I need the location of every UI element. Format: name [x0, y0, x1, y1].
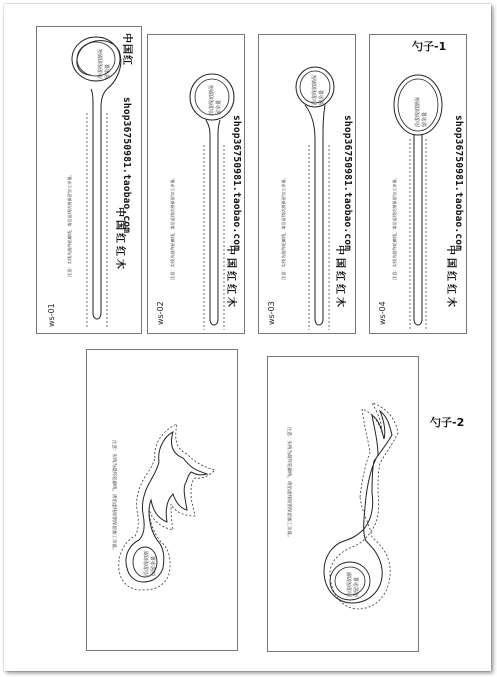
cut-note: 注意：实线为最终轮廓线，请沿虚线切割保留加工余量。 [281, 175, 286, 280]
cut-note: 注意：实线为最终轮廓线，请沿虚线切割保留加工余量。 [111, 440, 116, 553]
spoon-1-label: 勺子-1 [412, 40, 447, 53]
brand-text: 中国红红木 [225, 245, 236, 310]
brand-text: 中国红红木 [114, 207, 125, 272]
bowl-text: 沿虚线切割保留余量 [347, 571, 360, 597]
spoon-outline [370, 35, 466, 333]
sheet-code: ws-01 [47, 303, 56, 327]
bowl-text: 沿虚线切割保留余量 [98, 48, 111, 79]
branch-spoon-outline [87, 350, 237, 650]
spoon-outline [37, 27, 141, 333]
bowl-text: 沿虚线切割保留余量 [415, 96, 428, 127]
spoon-2-label: 勺子-2 [430, 416, 465, 429]
template-sheet-ws-03 [258, 34, 356, 334]
sheet-code: ws-04 [378, 301, 387, 325]
top-label: 中国红 [121, 33, 132, 66]
shop-url: shop36750981.taobao.com [342, 115, 353, 252]
branch-template-sheet-2 [267, 356, 419, 652]
page-frame [4, 4, 491, 671]
template-sheet-ws-02 [147, 34, 245, 334]
template-sheet-ws-04 [369, 34, 467, 334]
cut-note: 注意：实线为最终轮廓线，请沿虚线切割保留加工余量。 [170, 175, 175, 280]
shop-url: shop36750981.taobao.com [231, 115, 242, 252]
bowl-text: 沿虚线切割保留余量 [312, 74, 325, 105]
cut-note: 注意：实线为最终轮廓线，请沿虚线切割保留加工余量。 [67, 172, 72, 277]
brand-text: 中国红红木 [445, 245, 456, 310]
shop-url: shop36750981.taobao.com [121, 97, 132, 234]
bowl-text: 沿虚线切割保留余量 [144, 550, 157, 576]
spoon-outline [148, 35, 244, 333]
brand-text: 中国红红木 [334, 245, 345, 310]
template-sheet-ws-01 [36, 26, 142, 334]
sheet-code: ws-02 [156, 301, 165, 325]
cut-note: 注意：实线为最终轮廓线，请沿虚线切割保留加工余量。 [286, 427, 291, 540]
branch-spoon-outline [268, 357, 418, 651]
branch-template-sheet-1 [86, 349, 238, 651]
cut-note: 注意：实线为最终轮廓线，请沿虚线切割保留加工余量。 [392, 175, 397, 280]
bowl-text: 沿虚线切割保留余量 [209, 84, 222, 115]
shop-url: shop36750981.taobao.com [453, 115, 464, 252]
sheet-code: ws-03 [267, 301, 276, 325]
spoon-outline [259, 35, 355, 333]
